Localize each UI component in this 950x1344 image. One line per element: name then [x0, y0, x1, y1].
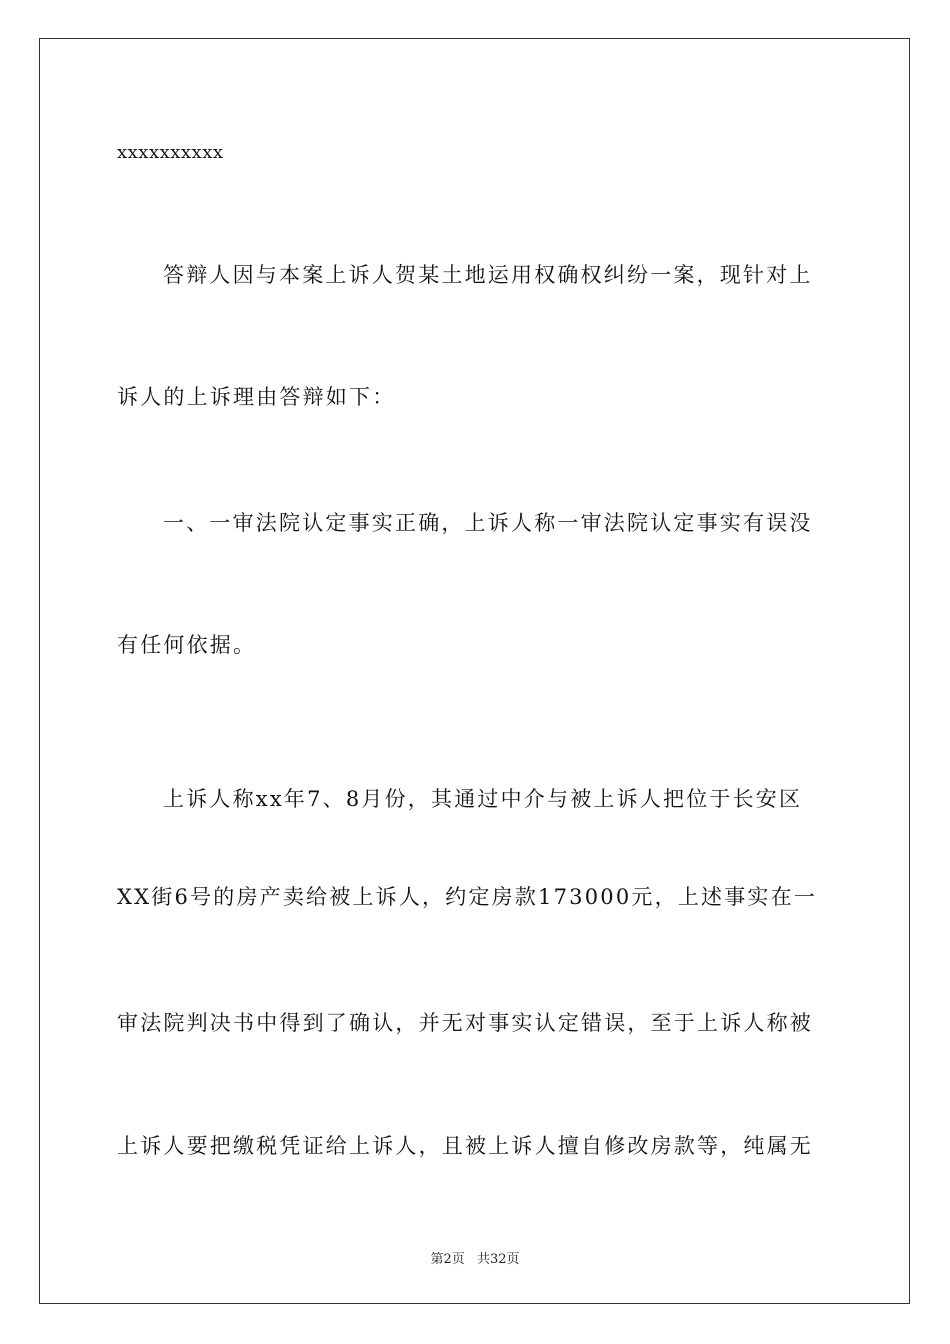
page-number: 第2页 — [430, 1252, 465, 1267]
paragraph-line: XX街6号的房产卖给被上诉人，约定房款173000元，上述事实在一 — [117, 885, 818, 909]
paragraph-line: 上诉人要把缴税凭证给上诉人，且被上诉人擅自修改房款等，纯属无 — [117, 1134, 813, 1158]
paragraph-line: 答辩人因与本案上诉人贺某土地运用权确权纠纷一案，现针对上 — [163, 263, 813, 287]
paragraph-line: 诉人的上诉理由答辩如下： — [117, 385, 396, 409]
paragraph-line: 上诉人称xx年7、8月份，其通过中介与被上诉人把位于长安区 — [163, 787, 803, 811]
paragraph-line: 一、一审法院认定事实正确，上诉人称一审法院认定事实有误没 — [163, 511, 813, 535]
document-header: xxxxxxxxxx — [117, 142, 224, 163]
page-total: 共32页 — [476, 1252, 520, 1267]
page-footer — [0, 1248, 950, 1267]
paragraph-line: 有任何依据。 — [117, 633, 257, 657]
paragraph-line: 审法院判决书中得到了确认，并无对事实认定错误，至于上诉人称被 — [117, 1011, 813, 1035]
page-border — [39, 38, 910, 1304]
